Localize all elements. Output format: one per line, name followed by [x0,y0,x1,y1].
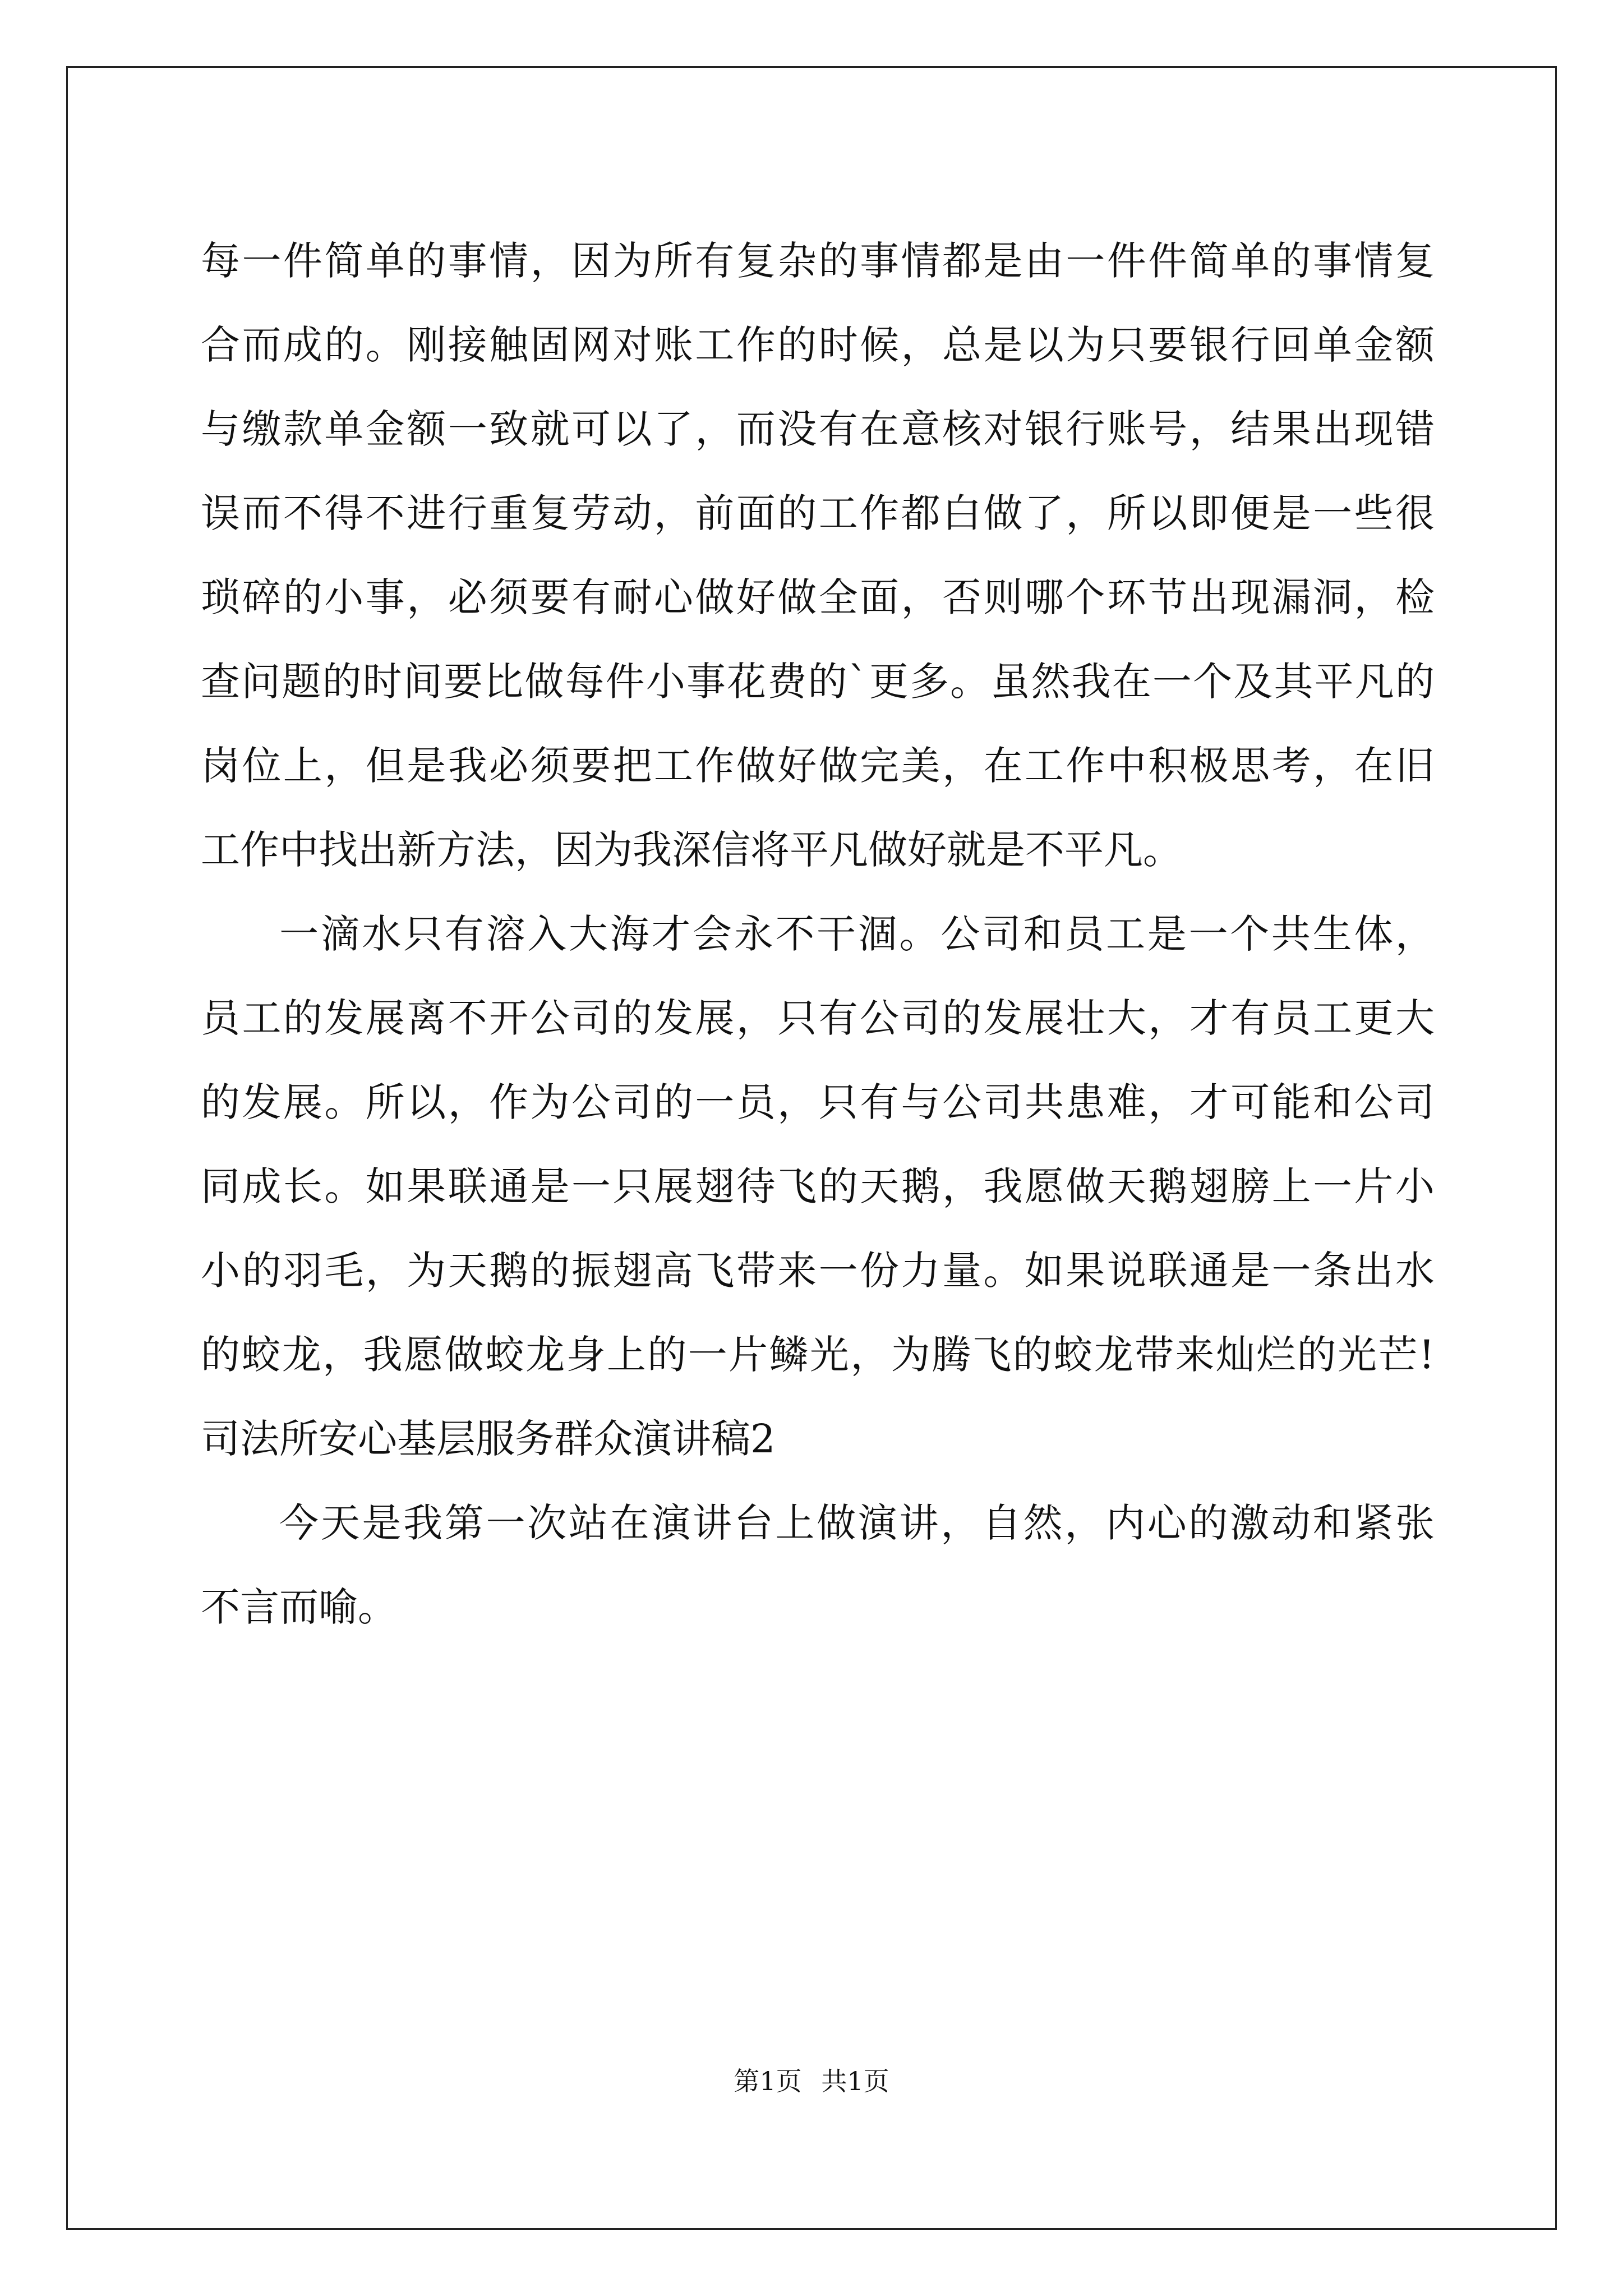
text-line: 不言而喻。 [201,1584,397,1630]
text-line: 岗位上，但是我必须要把工作做好做完美，在工作中积极思考，在旧 [201,743,1435,789]
text-line: 的蛟龙，我愿做蛟龙身上的一片鳞光，为腾飞的蛟龙带来灿烂的光芒! [201,1332,1435,1378]
section-heading: 司法所安心基层服务群众演讲稿2 [201,1416,776,1462]
document-body [201,219,1435,1649]
page-total: 共1页 [821,2066,889,2096]
paragraph [201,892,1435,1397]
text-line: 与缴款单金额一致就可以了，而没有在意核对银行账号，结果出现错 [201,406,1435,452]
page-number: 第1页 [734,2066,802,2096]
text-line: 同成长。如果联通是一只展翅待飞的天鹅，我愿做天鹅翅膀上一片小 [201,1163,1435,1209]
text-line: 每一件简单的事情，因为所有复杂的事情都是由一件件简单的事情复 [201,238,1435,284]
page-footer [0,2064,1623,2098]
text-line: 工作中找出新方法，因为我深信将平凡做好就是不平凡。 [201,827,1182,873]
text-line: 的发展。所以，作为公司的一员，只有与公司共患难，才可能和公司 [201,1079,1435,1125]
text-line: 员工的发展离不开公司的发展，只有公司的发展壮大，才有员工更大 [201,995,1435,1041]
text-line: 合而成的。刚接触固网对账工作的时候，总是以为只要银行回单金额 [201,322,1435,368]
text-line: 小的羽毛，为天鹅的振翅高飞带来一份力量。如果说联通是一条出水 [201,1248,1435,1294]
text-line: 一滴水只有溶入大海才会永不干涸。公司和员工是一个共生体， [279,911,1435,957]
paragraph [201,219,1435,892]
text-line: 查问题的时间要比做每件小事花费的`更多。虽然我在一个及其平凡的 [201,659,1435,705]
text-line: 误而不得不进行重复劳动，前面的工作都白做了，所以即便是一些很 [201,490,1435,536]
paragraph [201,1481,1435,1649]
text-line: 琐碎的小事，必须要有耐心做好做全面，否则哪个环节出现漏洞，检 [201,574,1435,620]
text-line: 今天是我第一次站在演讲台上做演讲，自然，内心的激动和紧张 [279,1500,1435,1546]
